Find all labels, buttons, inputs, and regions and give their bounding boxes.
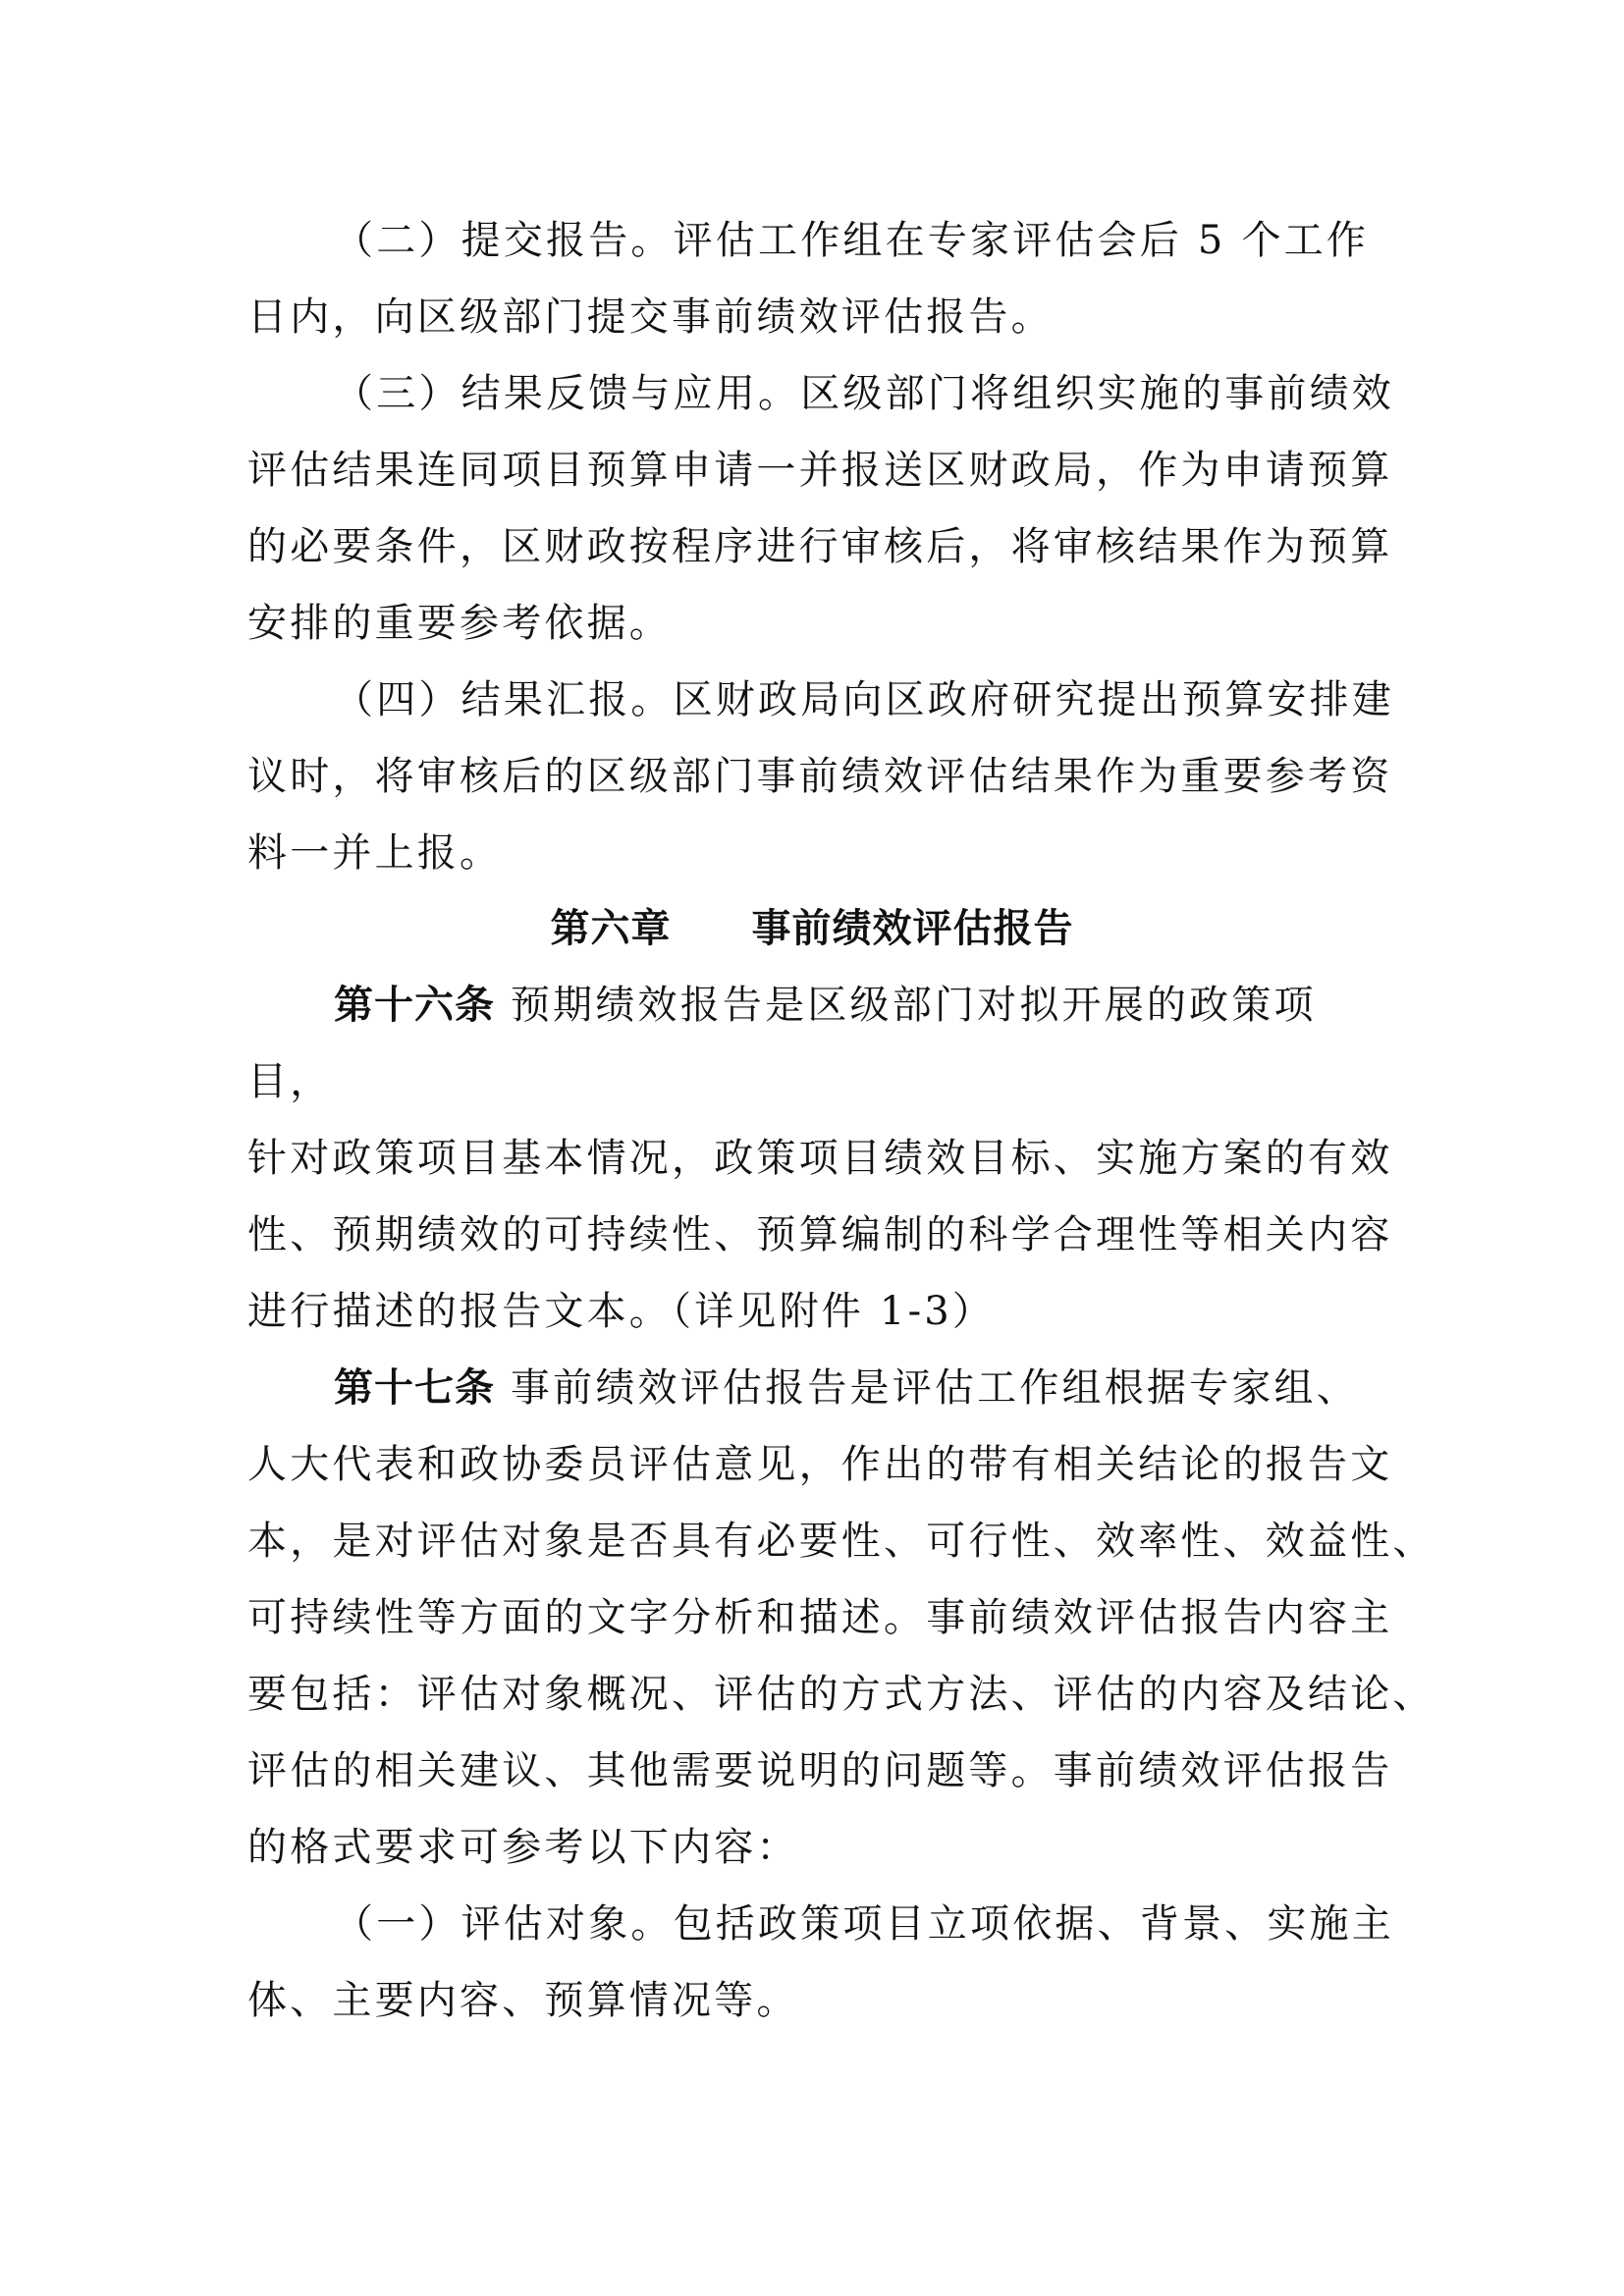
article16-line1 [334, 978, 1317, 1033]
article16-line3: 针对政策项目基本情况，政策项目绩效目标、实施方案的有效 [247, 1136, 1393, 1181]
article16-line5: 进行描述的报告文本。（详见附件 1-3） [247, 1289, 996, 1334]
article17-line6: 评估的相关建议、其他需要说明的问题等。事前绩效评估报告 [247, 1748, 1393, 1793]
paragraph-report-line3: 料一并上报。 [247, 830, 503, 876]
paragraph-feedback-line4: 安排的重要参考依据。 [247, 601, 672, 646]
item1-line2: 体、主要内容、预算情况等。 [247, 1978, 799, 2023]
article17-label: 第十七条 [334, 1365, 495, 1411]
article16-text: 预期绩效报告是区级部门对拟开展的政策项 [510, 983, 1317, 1028]
paragraph-submit-report-line1: （二）提交报告。评估工作组在专家评估会后 5 个工作 [334, 218, 1370, 263]
paragraph-report-line1: （四）结果汇报。区财政局向区政府研究提出预算安排建 [334, 677, 1394, 722]
article16-line4: 性、预期绩效的可持续性、预算编制的科学合理性等相关内容 [247, 1212, 1393, 1257]
article16-label: 第十六条 [334, 983, 495, 1028]
paragraph-submit-report-line2: 日内，向区级部门提交事前绩效评估报告。 [247, 294, 1054, 340]
article16-line2: 目， [247, 1059, 333, 1104]
paragraph-feedback-line3: 的必要条件，区财政按程序进行审核后，将审核结果作为预算 [247, 524, 1393, 569]
article17-line2: 人大代表和政协委员评估意见，作出的带有相关结论的报告文 [247, 1442, 1393, 1487]
article17-line5: 要包括：评估对象概况、评估的方式方法、评估的内容及结论、 [247, 1672, 1435, 1717]
paragraph-feedback-line1: （三）结果反馈与应用。区级部门将组织实施的事前绩效 [334, 371, 1394, 416]
item1-line1: （一）评估对象。包括政策项目立项依据、背景、实施主 [334, 1901, 1394, 1947]
article17-line1 [334, 1361, 1359, 1415]
article17-line3: 本，是对评估对象是否具有必要性、可行性、效率性、效益性、 [247, 1519, 1435, 1564]
paragraph-report-line2: 议时，将审核后的区级部门事前绩效评估结果作为重要参考资 [247, 754, 1393, 799]
article17-line4: 可持续性等方面的文字分析和描述。事前绩效评估报告内容主 [247, 1595, 1393, 1640]
paragraph-feedback-line2: 评估结果连同项目预算申请一并报送区财政局，作为申请预算 [247, 448, 1393, 493]
article17-text: 事前绩效评估报告是评估工作组根据专家组、 [510, 1365, 1359, 1411]
chapter-heading: 第六章 事前绩效评估报告 [550, 906, 1074, 951]
article17-line7: 的格式要求可参考以下内容： [247, 1825, 799, 1870]
